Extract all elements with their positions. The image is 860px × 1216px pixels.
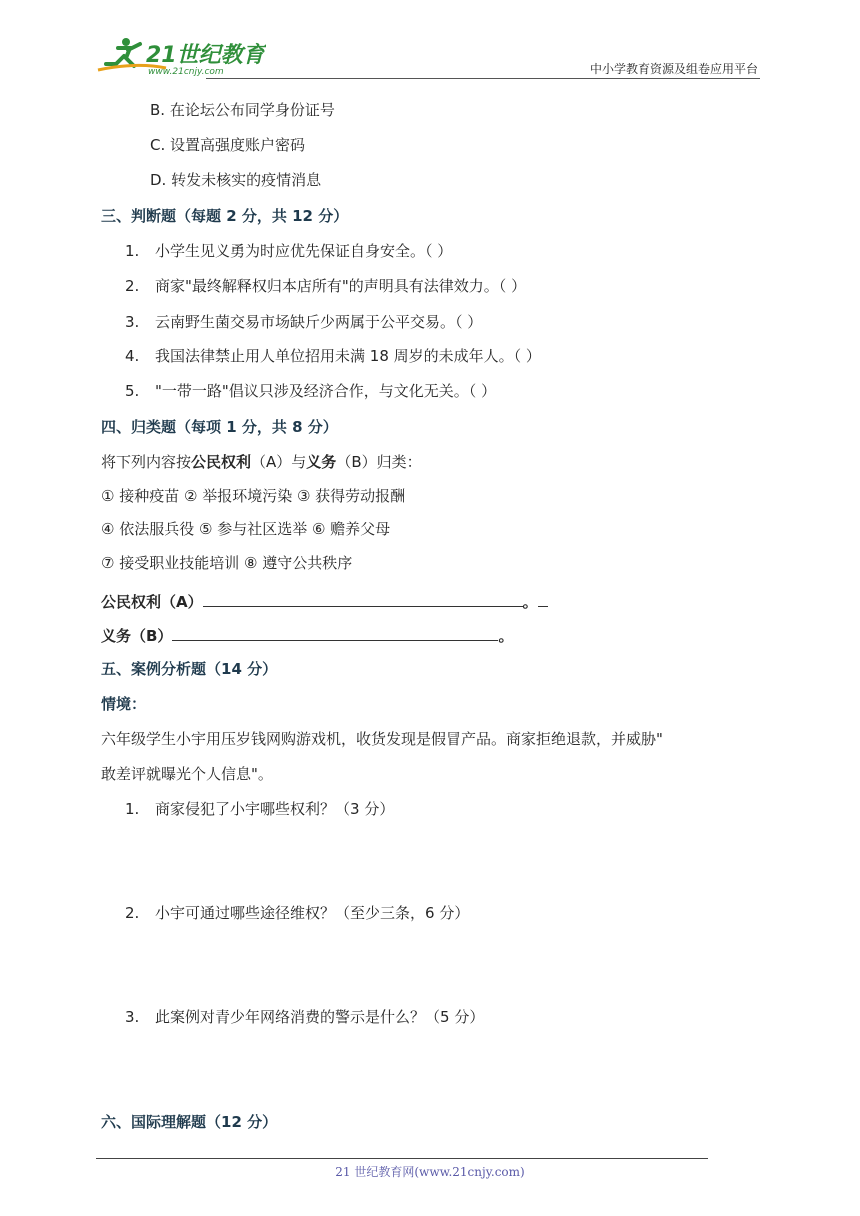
answer-line-a[interactable]: 公民权利（A） 。 [101, 590, 548, 612]
context-label: 情境： [101, 695, 147, 713]
judge-item-3: 3. 云南野生菌交易市场缺斤少两属于公平交易。（ ） [125, 313, 483, 331]
section3-title: 三、判断题（每题 2 分，共 12 分） [101, 207, 349, 225]
classify-row-1: ① 接种疫苗 ② 举报环境污染 ③ 获得劳动报酬 [101, 487, 406, 505]
context-line-2: 敢差评就曝光个人信息"。 [101, 765, 273, 783]
section4-title: 四、归类题（每项 1 分，共 8 分） [101, 418, 338, 436]
section4-intro: 将下列内容按公民权利（A）与义务（B）归类： [101, 453, 422, 471]
option-c: C. 设置高强度账户密码 [150, 136, 306, 154]
case-question-2: 2. 小宇可通过哪些途径维权？（至少三条，6 分） [125, 904, 470, 922]
answer-line-b[interactable]: 义务（B） 。 [101, 624, 513, 646]
svg-text:21世纪教育: 21世纪教育 [146, 43, 265, 68]
section5-title: 五、案例分析题（14 分） [101, 660, 278, 678]
judge-item-5: 5. "一带一路"倡议只涉及经济合作，与文化无关。（ ） [125, 382, 497, 400]
option-d: D. 转发未核实的疫情消息 [150, 171, 322, 189]
header-divider [206, 78, 760, 79]
judge-item-1: 1. 小学生见义勇为时应优先保证自身安全。（ ） [125, 242, 453, 260]
logo-21cnjy [96, 34, 266, 78]
svg-text:www.21cnjy.com: www.21cnjy.com [148, 67, 224, 77]
case-question-1: 1. 商家侵犯了小宇哪些权利？（3 分） [125, 800, 395, 818]
classify-row-3: ⑦ 接受职业技能培训 ⑧ 遵守公共秩序 [101, 554, 353, 572]
judge-item-2: 2. 商家"最终解释权归本店所有"的声明具有法律效力。（ ） [125, 277, 527, 295]
option-b: B. 在论坛公布同学身份证号 [150, 101, 335, 119]
header-platform-text: 中小学教育资源及组卷应用平台 [589, 62, 758, 76]
section6-title: 六、国际理解题（12 分） [101, 1113, 278, 1131]
case-question-3: 3. 此案例对青少年网络消费的警示是什么？（5 分） [125, 1008, 485, 1026]
footer-divider [96, 1158, 708, 1159]
context-line-1: 六年级学生小宇用压岁钱网购游戏机，收货发现是假冒产品。商家拒绝退款，并威胁" [101, 730, 663, 748]
judge-item-4: 4. 我国法律禁止用人单位招用未满 18 周岁的未成年人。（ ） [125, 347, 541, 365]
page-header [96, 34, 760, 80]
classify-row-2: ④ 依法服兵役 ⑤ 参与社区选举 ⑥ 赡养父母 [101, 520, 391, 538]
footer-text: 21 世纪教育网(www.21cnjy.com) [335, 1165, 525, 1179]
